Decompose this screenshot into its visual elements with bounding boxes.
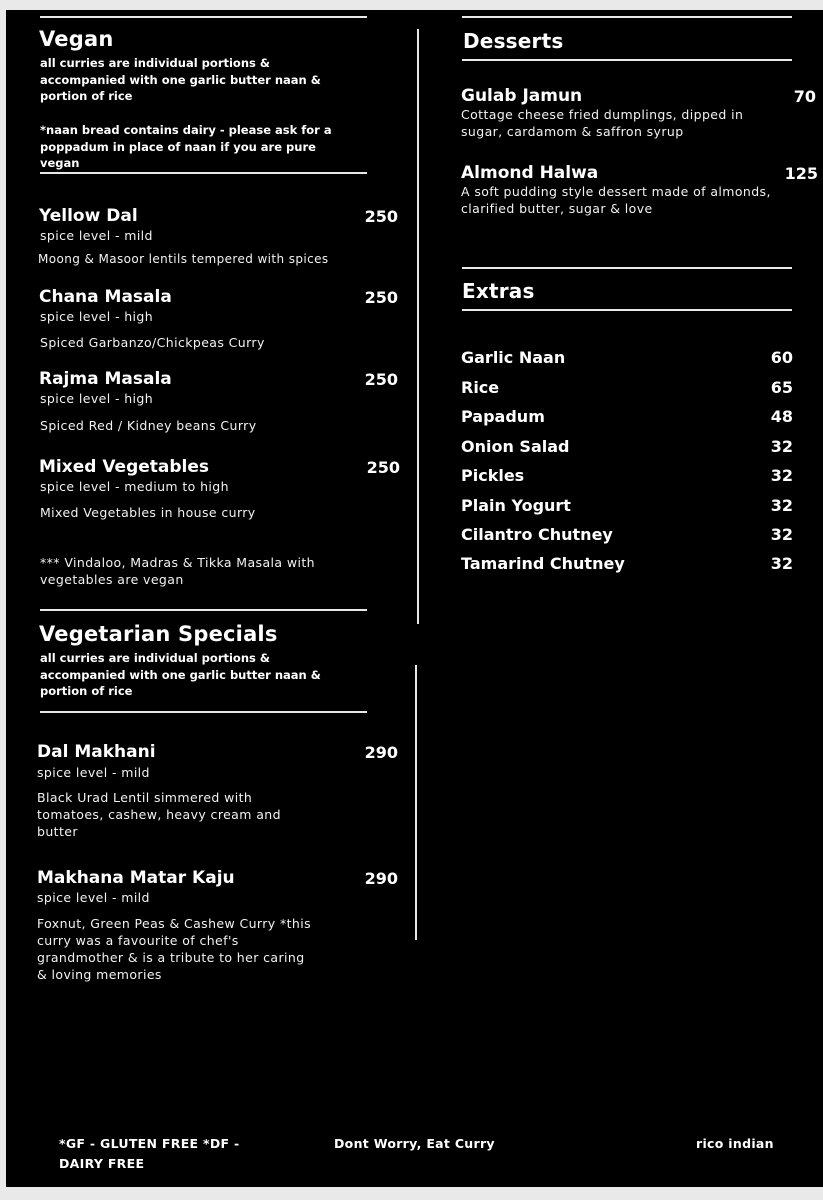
item-description: Mixed Vegetables in house curry: [40, 505, 256, 520]
desserts-bottom-rule: [462, 59, 792, 61]
item-description: Spiced Garbanzo/Chickpeas Curry: [40, 335, 265, 350]
extra-price: 32: [770, 525, 793, 544]
extra-price: 32: [770, 496, 793, 515]
extras-title: Extras: [462, 279, 535, 303]
column-divider-upper: [417, 29, 419, 624]
extras-top-rule: [462, 267, 792, 269]
column-divider-lower: [415, 665, 417, 940]
item-description: A soft pudding style dessert made of almonds, clarified butter, sugar & love: [461, 184, 771, 216]
spice-level: spice level - mild: [37, 765, 150, 780]
item-price: 290: [364, 743, 398, 762]
vegan-section-end-rule: [40, 609, 367, 611]
item-name: Makhana Matar Kaju: [37, 868, 235, 888]
spice-level: spice level - high: [40, 391, 154, 406]
brand-name: rico indian: [696, 1136, 774, 1151]
extra-price: 32: [770, 554, 793, 573]
item-price: 250: [364, 207, 398, 226]
extra-price: 48: [770, 407, 793, 426]
vegan-naan-note: *naan bread contains dairy - please ask for a poppadum in place of naan if you are pure vegan: [40, 123, 332, 170]
menu-page: [6, 10, 823, 1187]
extras-bottom-rule: [462, 309, 792, 311]
extra-name: Garlic Naan: [461, 348, 566, 367]
extra-price: 60: [770, 348, 793, 367]
item-price: 290: [364, 869, 398, 888]
extra-name: Onion Salad: [461, 437, 570, 456]
vegetarian-bottom-rule: [40, 711, 367, 713]
item-name: Chana Masala: [39, 287, 172, 307]
item-price: 125: [784, 164, 818, 183]
spice-level: spice level - high: [40, 309, 154, 324]
item-description: Spiced Red / Kidney beans Curry: [40, 418, 257, 433]
item-price: 250: [366, 458, 400, 477]
item-name: Mixed Vegetables: [39, 457, 210, 477]
item-name: Dal Makhani: [37, 742, 156, 762]
item-name: Rajma Masala: [39, 369, 172, 389]
vegan-note: all curries are individual portions & accompanied with one garlic butter naan & portion of rice: [40, 56, 321, 103]
spice-level: spice level - mild: [37, 890, 150, 905]
item-price: 250: [364, 370, 398, 389]
item-name: Almond Halwa: [461, 163, 599, 183]
extra-name: Cilantro Chutney: [461, 525, 613, 544]
desserts-title: Desserts: [463, 29, 564, 53]
extra-name: Rice: [461, 378, 500, 397]
item-description: Cottage cheese fried dumplings, dipped in sugar, cardamom & saffron syrup: [461, 107, 744, 139]
item-name: Gulab Jamun: [461, 86, 583, 106]
item-description: Foxnut, Green Peas & Cashew Curry *this curry was a favourite of chef's grandmother & is a tribute to her caring & loving memories: [37, 916, 312, 982]
extra-price: 32: [770, 466, 793, 485]
vegetarian-note: all curries are individual portions & accompanied with one garlic butter naan & portion of rice: [40, 651, 321, 698]
vegan-title: Vegan: [39, 27, 114, 51]
item-description: Black Urad Lentil simmered with tomatoes, cashew, heavy cream and butter: [37, 790, 281, 839]
desserts-top-rule: [462, 16, 792, 18]
item-price: 250: [364, 288, 398, 307]
extra-name: Pickles: [461, 466, 525, 485]
dietary-legend: *GF - GLUTEN FREE *DF - DAIRY FREE: [59, 1136, 240, 1171]
extra-name: Tamarind Chutney: [461, 554, 625, 573]
spice-level: spice level - medium to high: [40, 479, 229, 494]
vegan-footnote: *** Vindaloo, Madras & Tikka Masala with vegetables are vegan: [40, 555, 315, 587]
extra-price: 65: [770, 378, 793, 397]
vegetarian-title: Vegetarian Specials: [39, 622, 278, 646]
vegan-top-rule: [40, 16, 367, 18]
item-price: 70: [793, 87, 816, 106]
extra-name: Plain Yogurt: [461, 496, 571, 515]
extra-name: Papadum: [461, 407, 545, 426]
extra-price: 32: [770, 437, 793, 456]
slogan: Dont Worry, Eat Curry: [334, 1136, 495, 1151]
vegan-bottom-rule: [40, 172, 367, 174]
spice-level: spice level - mild: [40, 228, 153, 243]
item-description: Moong & Masoor lentils tempered with spices: [38, 252, 329, 266]
item-name: Yellow Dal: [39, 206, 138, 226]
